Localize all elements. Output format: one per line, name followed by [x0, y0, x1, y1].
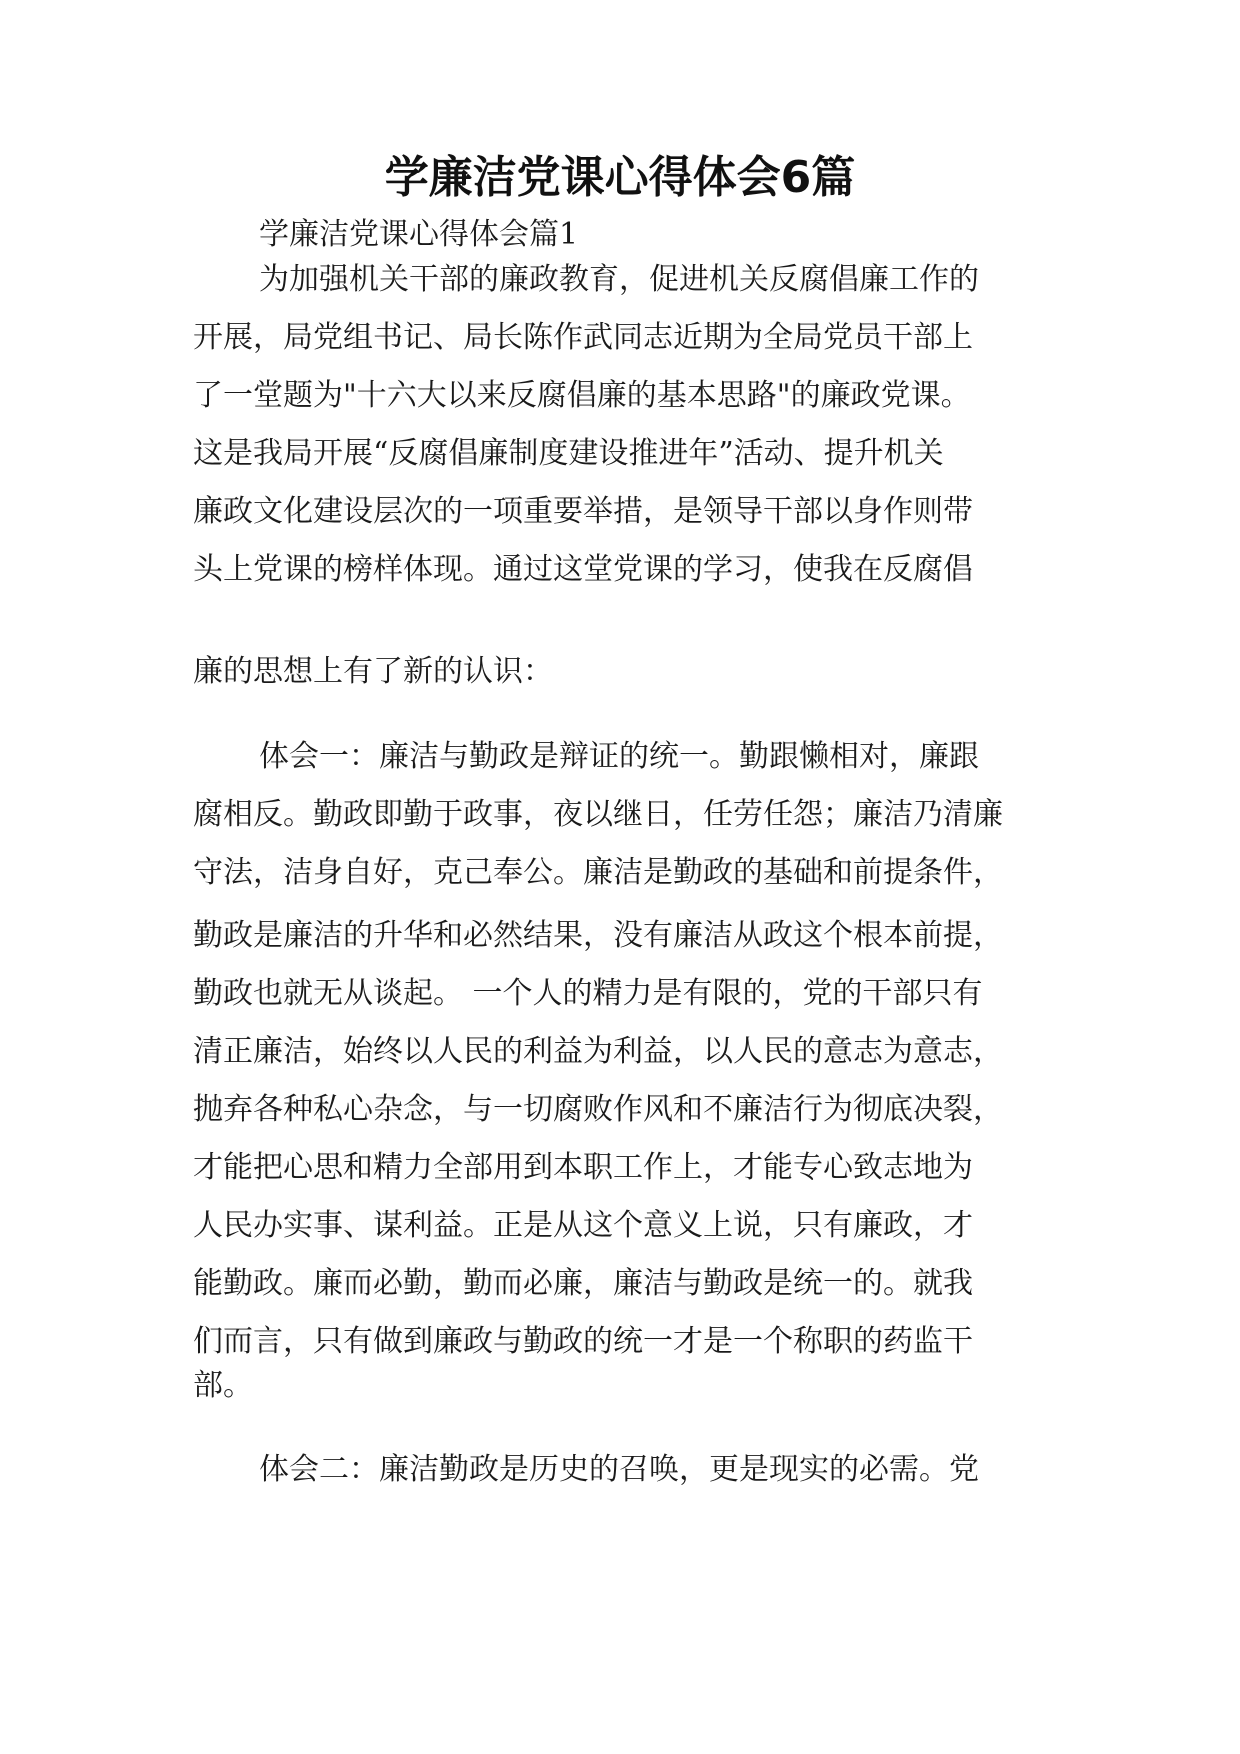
paragraph-line: 清正廉洁，始终以人民的利益为利益，以人民的意志为意志，: [193, 1034, 1003, 1069]
document-title: 学廉洁党课心得体会6篇: [384, 152, 856, 203]
paragraph-line: 才能把心思和精力全部用到本职工作上，才能专心致志地为: [193, 1150, 973, 1185]
paragraph-line: 廉的思想上有了新的认识：: [193, 654, 553, 689]
paragraph-line: 勤政是廉洁的升华和必然结果，没有廉洁从政这个根本前提，: [193, 918, 1003, 953]
paragraph-2-continued-2: [193, 907, 1053, 1371]
paragraph-line: 体会一：廉洁与勤政是辩证的统一。勤跟懒相对，廉跟: [259, 739, 979, 774]
paragraph-line: 头上党课的榜样体现。通过这堂党课的学习，使我在反腐倡: [193, 552, 973, 587]
paragraph-2: [193, 728, 1053, 844]
paragraph-line: 廉政文化建设层次的一项重要举措，是领导干部以身作则带: [193, 494, 973, 529]
paragraph-line: 了一堂题为"十六大以来反腐倡廉的基本思路"的廉政党课。: [193, 378, 971, 413]
paragraph-line: 部。: [193, 1368, 253, 1403]
paragraph-line: 为加强机关干部的廉政教育，促进机关反腐倡廉工作的: [259, 262, 979, 297]
paragraph-1: [193, 251, 1053, 599]
paragraph-line: 守法，洁身自好，克己奉公。廉洁是勤政的基础和前提条件，: [193, 855, 1003, 890]
paragraph-line: 们而言，只有做到廉政与勤政的统一才是一个称职的药监干: [193, 1324, 973, 1359]
section-heading-text: 学廉洁党课心得体会篇1: [259, 217, 579, 252]
paragraph-line: 抛弃各种私心杂念，与一切腐败作风和不廉洁行为彻底决裂，: [193, 1092, 1003, 1127]
paragraph-line: 体会二：廉洁勤政是历史的召唤，更是现实的必需。党: [259, 1452, 979, 1487]
paragraph-line: 勤政也就无从谈起。 一个人的精力是有限的，党的干部只有: [193, 976, 983, 1011]
paragraph-line: 人民办实事、谋利益。正是从这个意义上说，只有廉政，才: [193, 1208, 973, 1243]
paragraph-line: 腐相反。勤政即勤于政事，夜以继日，任劳任怨；廉洁乃清廉: [193, 797, 1003, 832]
paragraph-line: 能勤政。廉而必勤，勤而必廉，廉洁与勤政是统一的。就我: [193, 1266, 973, 1301]
paragraph-3: [193, 1441, 1053, 1499]
paragraph-line: 这是我局开展“反腐倡廉制度建设推进年”活动、提升机关: [193, 436, 944, 471]
paragraph-1-tail: [193, 643, 1053, 701]
paragraph-2-continued: [193, 844, 1053, 902]
paragraph-2-tail: [193, 1357, 1053, 1415]
paragraph-line: 开展，局党组书记、局长陈作武同志近期为全局党员干部上: [193, 320, 973, 355]
